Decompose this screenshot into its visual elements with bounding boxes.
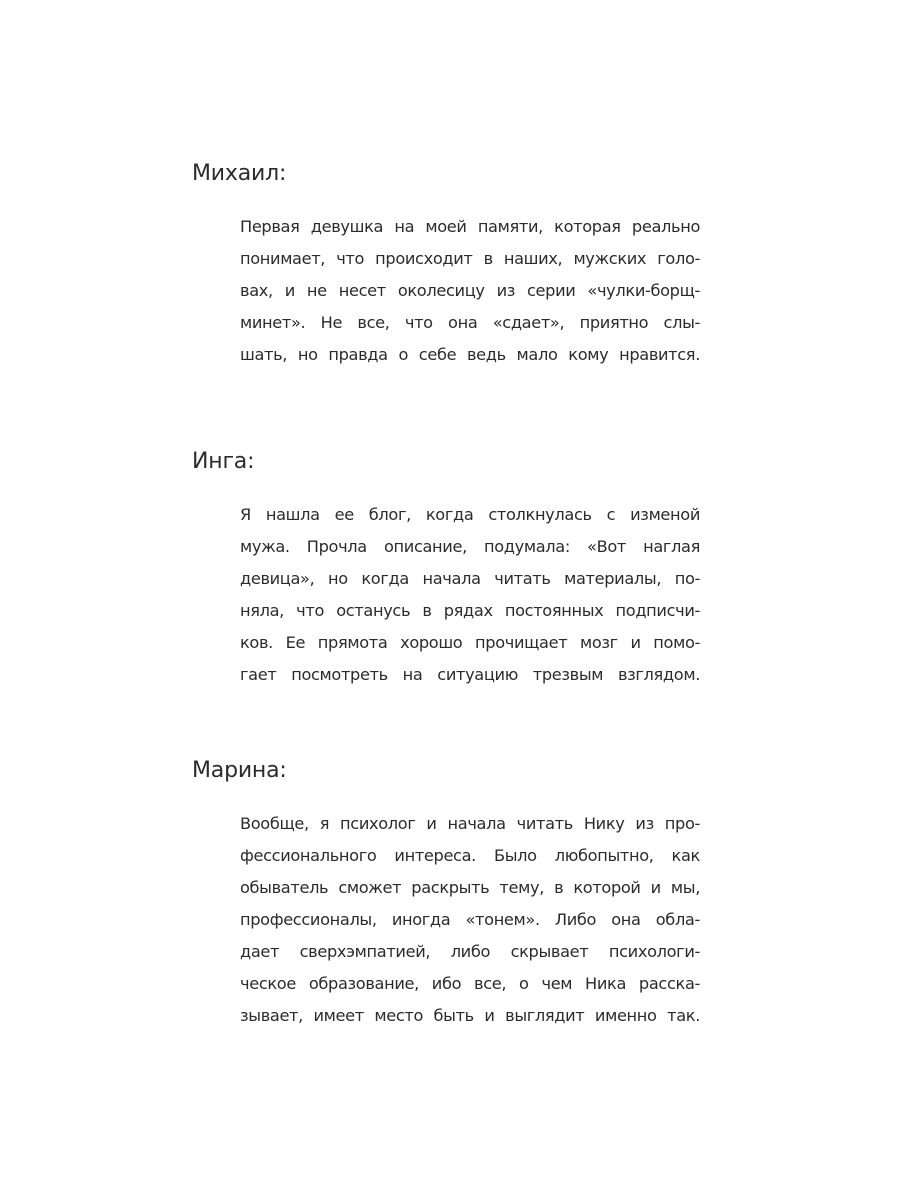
review-line: зывает, имеет место быть и выглядит именно так. bbox=[240, 1006, 700, 1025]
review-text bbox=[240, 211, 700, 371]
review-line: мужа. Прочла описание, подумала: «Вот наглая bbox=[240, 537, 700, 556]
review-line: девица», но когда начала читать материалы, по- bbox=[240, 569, 700, 588]
review-line: обыватель сможет раскрыть тему, в которой и мы, bbox=[240, 878, 700, 897]
review-line: понимает, что происходит в наших, мужских голо- bbox=[240, 249, 700, 268]
review-line: вах, и не несет околесицу из серии «чулки-борщ- bbox=[240, 281, 700, 300]
review-line: профессионалы, иногда «тонем». Либо она обла- bbox=[240, 910, 700, 929]
review-line: дает сверхэмпатией, либо скрывает психологи- bbox=[240, 942, 700, 961]
review-line: ков. Ее прямота хорошо прочищает мозг и помо- bbox=[240, 633, 700, 652]
review-line: ческое образование, ибо все, о чем Ника расска- bbox=[240, 974, 700, 993]
review-line: Вообще, я психолог и начала читать Нику из про- bbox=[240, 814, 700, 833]
review-mikhail bbox=[192, 161, 712, 371]
review-line: няла, что останусь в рядах постоянных подписчи- bbox=[240, 601, 700, 620]
review-line: минет». Не все, что она «сдает», приятно слы- bbox=[240, 313, 700, 332]
review-line: фессионального интереса. Было любопытно, как bbox=[240, 846, 700, 865]
review-line: Я нашла ее блог, когда столкнулась с изменой bbox=[240, 505, 700, 524]
reviewer-name: Инга: bbox=[192, 449, 255, 474]
review-inga bbox=[192, 449, 712, 691]
review-text bbox=[240, 499, 700, 691]
review-line: шать, но правда о себе ведь мало кому нравится. bbox=[240, 345, 700, 364]
review-line: гает посмотреть на ситуацию трезвым взглядом. bbox=[240, 665, 700, 684]
review-marina bbox=[192, 758, 712, 1032]
review-text bbox=[240, 808, 700, 1032]
reviewer-name: Михаил: bbox=[192, 161, 287, 186]
reviewer-name: Марина: bbox=[192, 758, 287, 783]
review-line: Первая девушка на моей памяти, которая реально bbox=[240, 217, 700, 236]
